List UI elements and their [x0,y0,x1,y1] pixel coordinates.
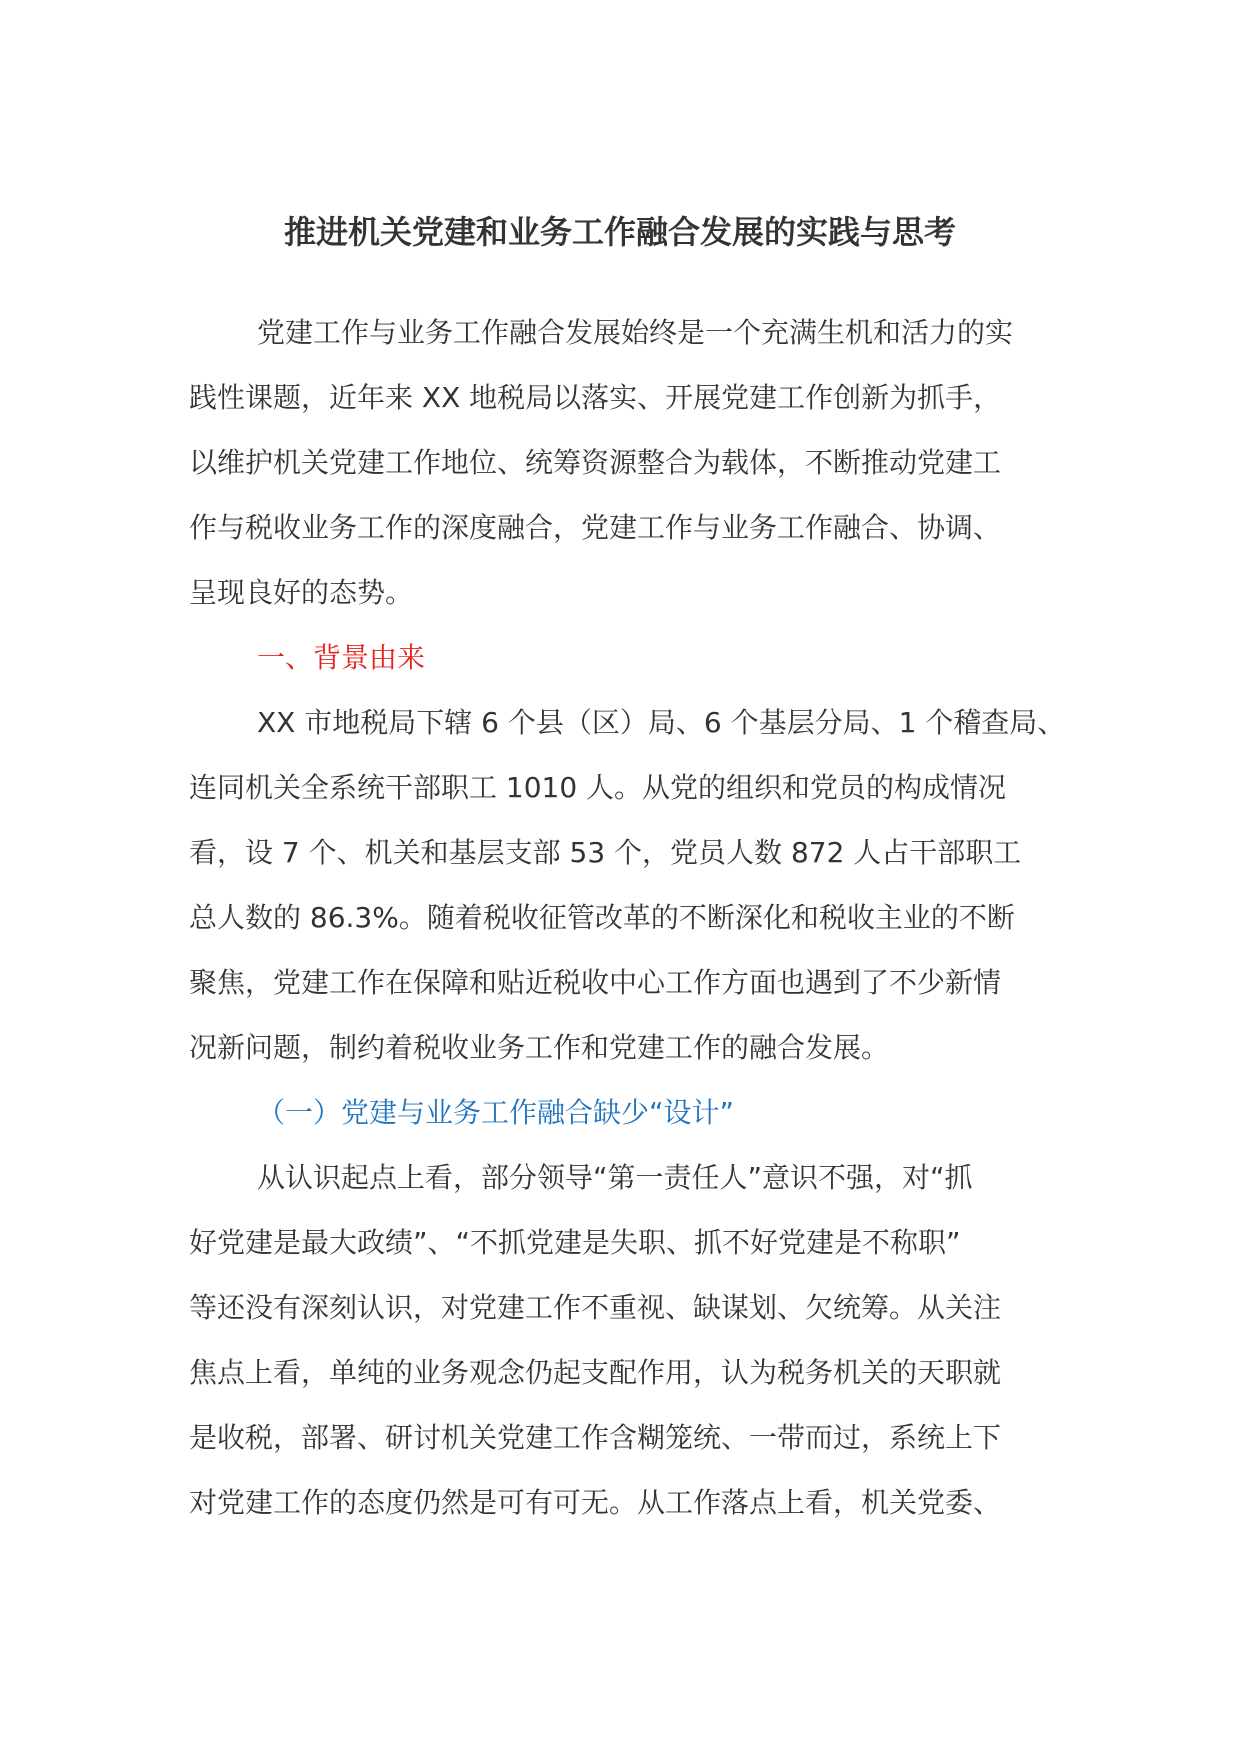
document-body [189,300,1069,1535]
body-text-line: 以维护机关党建工作地位、统筹资源整合为载体，不断推动党建工 [189,446,1002,479]
body-text-line: 践性课题，近年来 XX 地税局以落实、开展党建工作创新为抓手， [189,381,1002,414]
body-text-line: 好党建是最大政绩”、“不抓党建是失职、抓不好党建是不称职” [189,1226,961,1259]
body-text-line: 从认识起点上看，部分领导“第一责任人”意识不强，对“抓 [257,1161,973,1194]
section-heading: 一、背景由来 [257,641,426,674]
body-text-line: 对党建工作的态度仍然是可有可无。从工作落点上看，机关党委、 [189,1486,1002,1519]
body-text-line: 总人数的 86.3%。随着税收征管改革的不断深化和税收主业的不断 [189,901,1015,934]
body-text-line: 等还没有深刻认识，对党建工作不重视、缺谋划、欠统筹。从关注 [189,1291,1002,1324]
subsection-heading: （一）党建与业务工作融合缺少“设计” [257,1096,735,1129]
body-text-line: 聚焦，党建工作在保障和贴近税收中心工作方面也遇到了不少新情 [189,966,1002,999]
body-text-line: 连同机关全系统干部职工 1010 人。从党的组织和党员的构成情况 [189,771,1007,804]
body-text-line: 党建工作与业务工作融合发展始终是一个充满生机和活力的实 [257,316,1014,349]
body-text-line: XX 市地税局下辖 6 个县（区）局、6 个基层分局、1 个稽查局、 [257,706,1066,739]
body-text-line: 作与税收业务工作的深度融合，党建工作与业务工作融合、协调、 [189,511,1002,544]
body-text-line: 况新问题，制约着税收业务工作和党建工作的融合发展。 [189,1031,890,1064]
body-text-line: 焦点上看，单纯的业务观念仍起支配作用，认为税务机关的天职就 [189,1356,1002,1389]
body-text-line: 看，设 7 个、机关和基层支部 53 个，党员人数 872 人占干部职工 [189,836,1022,869]
body-text-line: 是收税，部署、研讨机关党建工作含糊笼统、一带而过，系统上下 [189,1421,1002,1454]
body-text-line: 呈现良好的态势。 [189,576,414,609]
document-title: 推进机关党建和业务工作融合发展的实践与思考 [283,213,956,251]
